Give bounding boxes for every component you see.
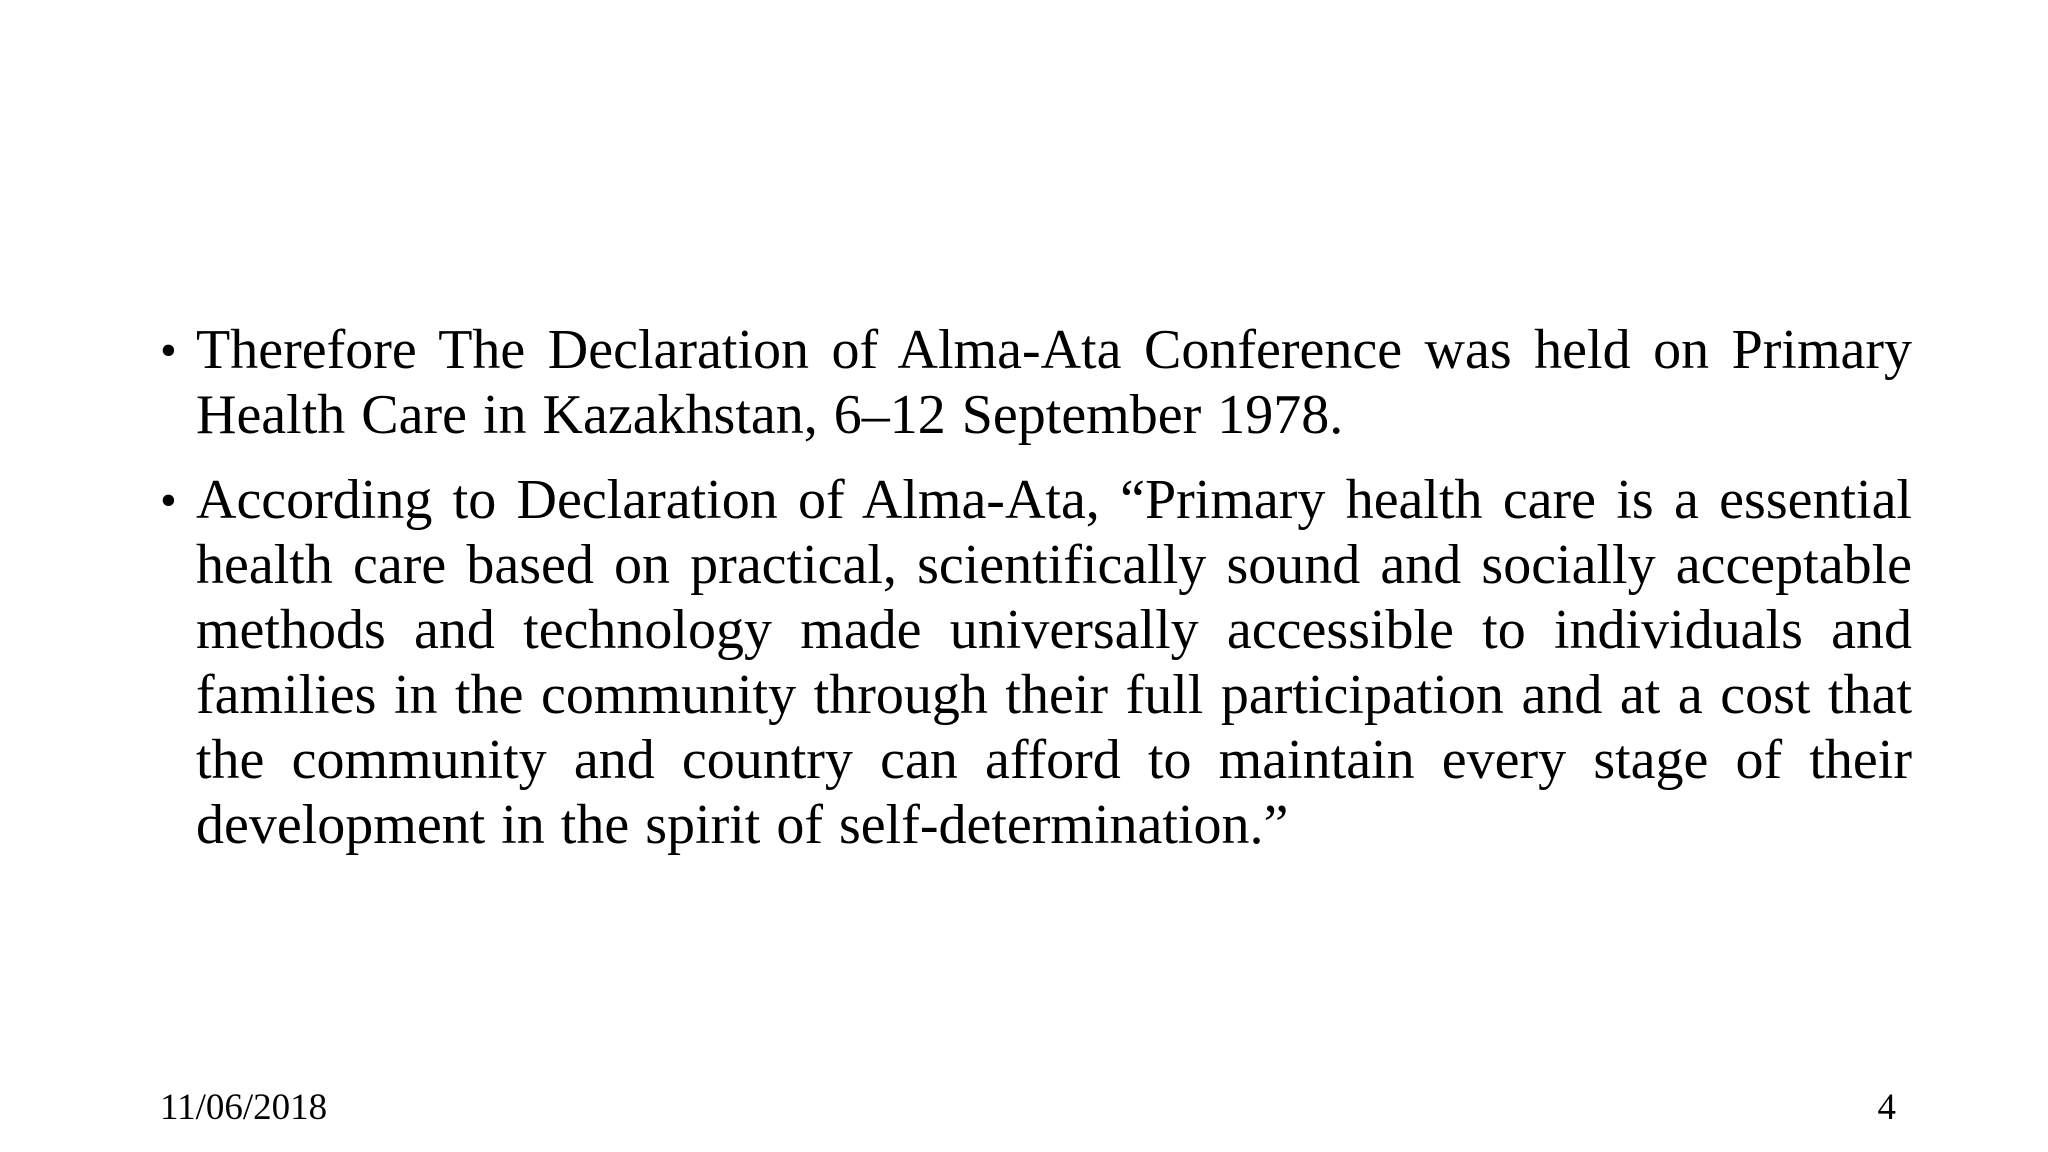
bullet-item-alma-ata-conference: [160, 318, 1912, 448]
bullet-marker: •: [160, 324, 177, 377]
footer-date: 11/06/2018: [160, 1087, 328, 1128]
bullet-marker: •: [160, 474, 177, 527]
footer-page-number: 4: [1877, 1087, 1896, 1128]
slide-content: [160, 318, 1912, 878]
bullet-text: According to Declaration of Alma-Ata, “Primary health care is a essential health care based on practical, scientifically sound and socially acceptable methods and technology made universally accessible to individuals and families in the community through their full participation and at a cost that the community and country can afford to maintain every stage of their development in the spirit of self-determination.”: [196, 469, 1912, 856]
bullet-text: Therefore The Declaration of Alma-Ata Conference was held on Primary Health Care in Kazakhstan, 6–12 September 1978.: [196, 319, 1912, 446]
bullet-list: [160, 318, 1912, 858]
bullet-item-primary-health-care-definition: [160, 468, 1912, 858]
